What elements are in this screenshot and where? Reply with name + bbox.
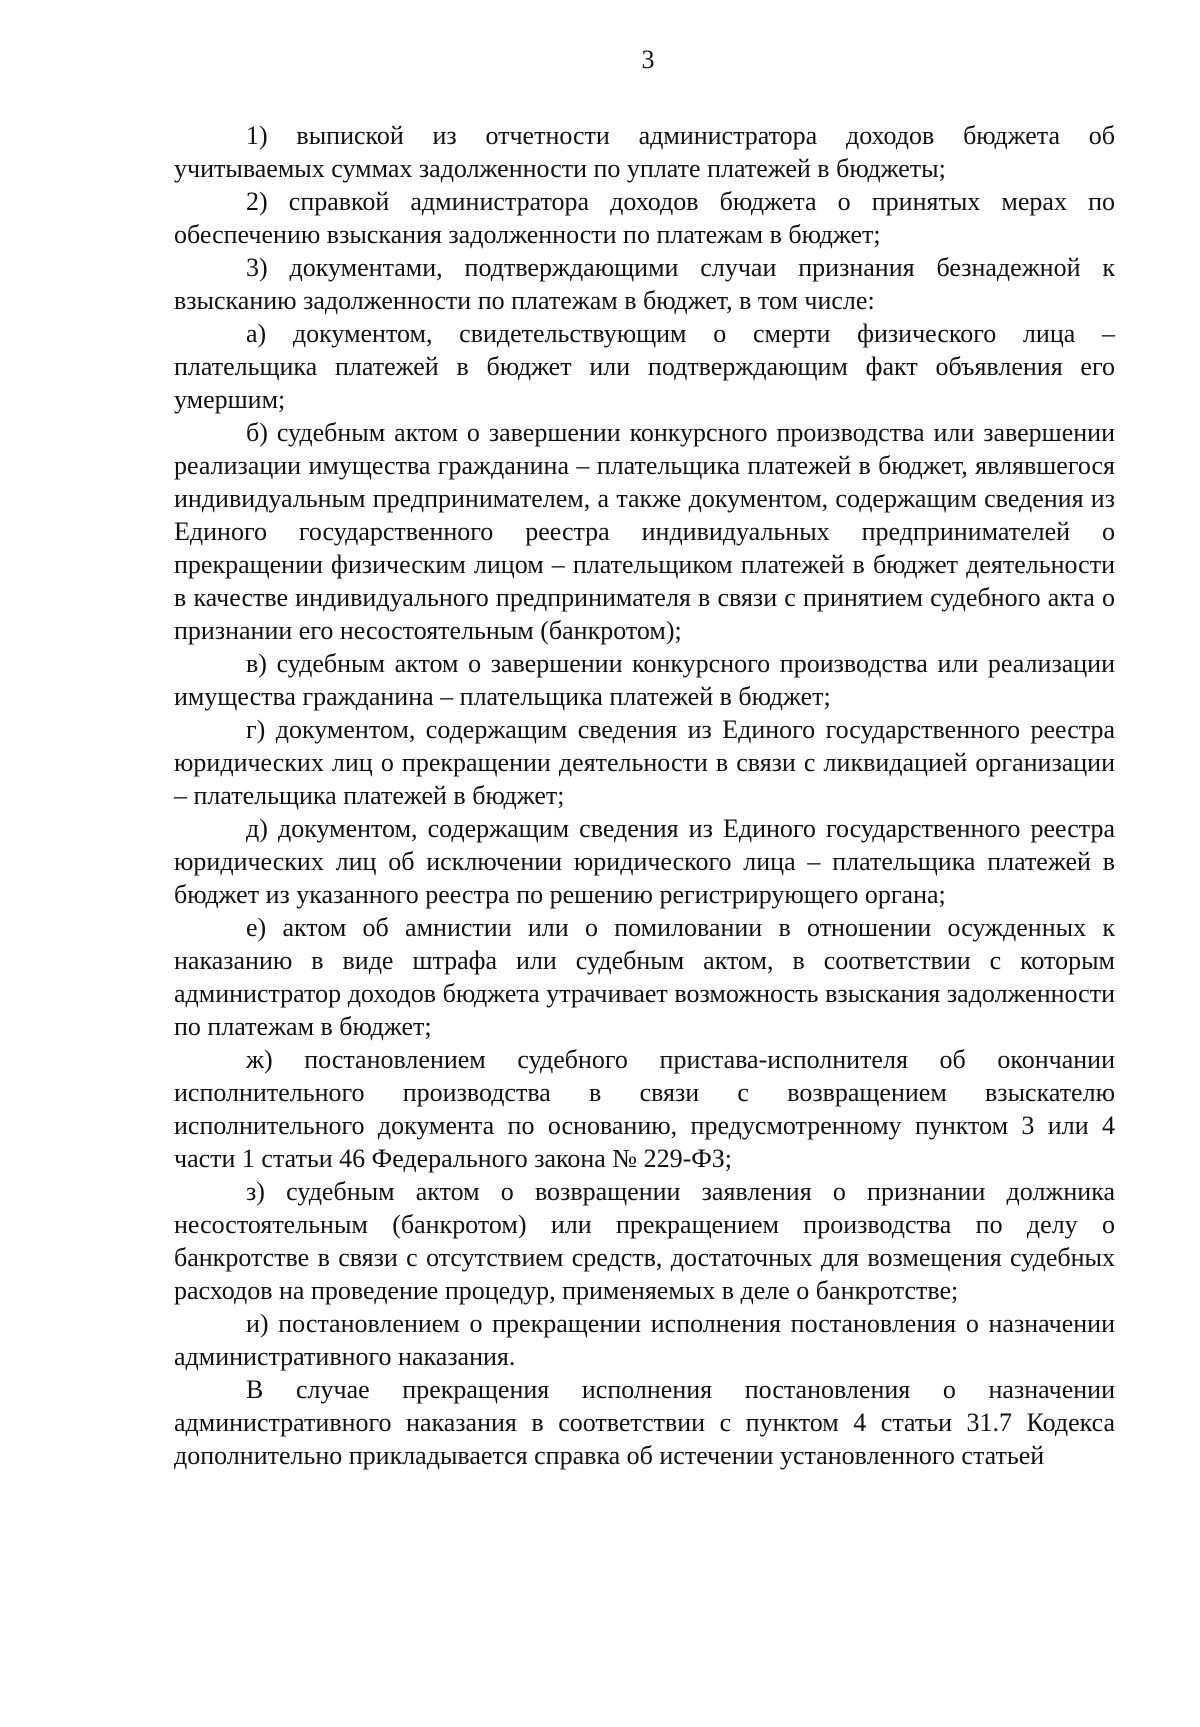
document-body xyxy=(174,119,1115,1472)
paragraph-i-termination-resolution: и) постановлением о прекращении исполнения постановления о назначении административного наказания. xyxy=(174,1309,1115,1371)
page-number: 3 xyxy=(641,45,655,74)
paragraph-zh-bailiff-resolution: ж) постановлением судебного пристава-исполнителя об окончании исполнительного производства в связи с возвращением взыскателю исполнительного документа по основанию, предусмотренному пунктом 3 или 4 части 1 статьи 46 Федерального закона № 229-ФЗ; xyxy=(174,1045,1115,1173)
paragraph-b-bankruptcy-entrepreneur: б) судебным актом о завершении конкурсного производства или завершении реализации имущества гражданина – плательщика платежей в бюджет, являвшегося индивидуальным предпринимателем, а также документом, содержащим сведения из Единого государственного реестра индивидуальных предпринимателей о прекращении физическим лицом – плательщиком платежей в бюджет деятельности в качестве индивидуального предпринимателя в связи с принятием судебного акта о признании его несостоятельным (банкротом); xyxy=(174,418,1115,645)
paragraph-termination-certificate: В случае прекращения исполнения постановления о назначении административного наказания в соответствии с пунктом 4 статьи 31.7 Кодекса дополнительно прикладывается справка об истечении установленного статьей xyxy=(174,1375,1115,1470)
paragraph-2-administrator-certificate: 2) справкой администратора доходов бюджета о принятых мерах по обеспечению взыскания задолженности по платежам в бюджет; xyxy=(174,187,1115,249)
paragraph-d-registry-exclusion: д) документом, содержащим сведения из Единого государственного реестра юридических лиц об исключении юридического лица – плательщика платежей в бюджет из указанного реестра по решению регистрирующего органа; xyxy=(174,814,1115,909)
paragraph-3-supporting-documents: 3) документами, подтверждающими случаи признания безнадежной к взысканию задолженности по платежам в бюджет, в том числе: xyxy=(174,253,1115,315)
paragraph-v-bankruptcy-citizen: в) судебным актом о завершении конкурсного производства или реализации имущества гражданина – плательщика платежей в бюджет; xyxy=(174,649,1115,711)
paragraph-e-amnesty-pardon: е) актом об амнистии или о помиловании в отношении осужденных к наказанию в виде штрафа или судебным актом, в соответствии с которым администратор доходов бюджета утрачивает возможность взыскания задолженности по платежам в бюджет; xyxy=(174,913,1115,1041)
paragraph-z-bankruptcy-return: з) судебным актом о возвращении заявления о признании должника несостоятельным (банкротом) или прекращением производства по делу о банкротстве в связи с отсутствием средств, достаточных для возмещения судебных расходов на проведение процедур, применяемых в деле о банкротстве; xyxy=(174,1177,1115,1305)
paragraph-g-liquidation: г) документом, содержащим сведения из Единого государственного реестра юридических лиц о прекращении деятельности в связи с ликвидацией организации – плательщика платежей в бюджет; xyxy=(174,715,1115,810)
paragraph-1-statement-extract: 1) выпиской из отчетности администратора доходов бюджета об учитываемых суммах задолженности по уплате платежей в бюджеты; xyxy=(174,121,1115,183)
paragraph-a-death-document: а) документом, свидетельствующим о смерти физического лица – плательщика платежей в бюджет или подтверждающим факт объявления его умершим; xyxy=(174,319,1115,414)
